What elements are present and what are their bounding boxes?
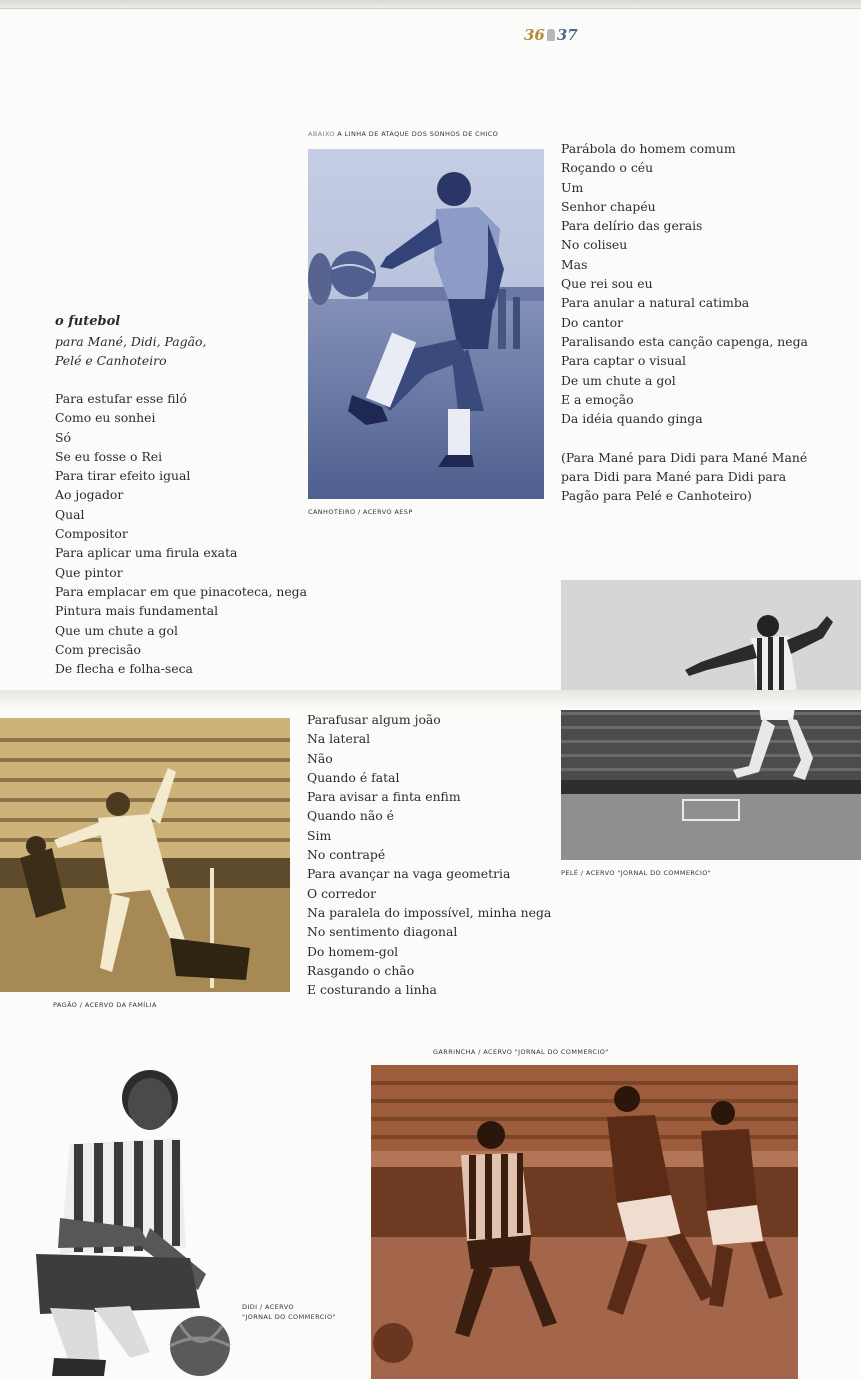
poem-line: Parafusar algum joão — [307, 712, 441, 727]
poem-line: Para aplicar uma firula exata — [55, 545, 238, 561]
poem-line: Para avançar na vaga geometria — [307, 866, 511, 882]
photo-didi — [30, 1058, 240, 1379]
poem-dedication-line-1: para Mané, Didi, Pagão, — [55, 334, 207, 349]
poem-line: Da idéia quando ginga — [561, 411, 703, 427]
poem-dedication-line-2: Pelé e Canhoteiro — [55, 353, 167, 368]
poem-line: Senhor chapéu — [561, 198, 656, 214]
poem-line: Rasgando o chão — [307, 962, 415, 978]
poem-line: O corredor — [307, 885, 376, 901]
page-fold-shadow — [0, 690, 861, 710]
photo-pagao — [0, 718, 290, 992]
page-number-right: 37 — [556, 26, 578, 44]
caption-didi — [242, 1302, 336, 1322]
poem-line: Para delírio das gerais — [561, 218, 703, 234]
poem-line: Que pintor — [55, 564, 123, 580]
photo-garrincha — [371, 1065, 798, 1379]
poem-line: Só — [55, 429, 71, 445]
poem-line: Qual — [55, 506, 85, 522]
caption-didi-line-1: DIDI / ACERVO — [242, 1303, 294, 1311]
stanza-right — [561, 139, 808, 506]
poem-line: Para emplacar em que pinacoteca, nega — [55, 583, 307, 599]
poem-line: Ao jogador — [55, 487, 124, 503]
pele-illustration — [561, 580, 861, 860]
poem-line: Compositor — [55, 526, 128, 542]
poem-line: Um — [561, 179, 584, 195]
poem-line: Paralisando esta canção capenga, nega — [561, 333, 808, 349]
caption-top-main: A LINHA DE ATAQUE DOS SONHOS DE CHICO — [337, 130, 499, 138]
poem-line: Para tirar efeito igual — [55, 468, 191, 484]
poem-line: Roçando o céu — [561, 160, 654, 176]
poem-line: No coliseu — [561, 237, 628, 253]
poem-line: De um chute a gol — [561, 372, 676, 388]
caption-canhoteiro: CANHOTEIRO / ACERVO AESP — [308, 508, 413, 516]
poem-closing-line: para Didi para Mané para Didi para — [561, 469, 787, 485]
stanza-middle — [307, 710, 551, 999]
poem-line: Sim — [307, 827, 332, 843]
poem-line: Para anular a natural catimba — [561, 295, 750, 311]
poem-closing-line: (Para Mané para Didi para Mané Mané — [561, 449, 808, 465]
poem-line: Na paralela do impossível, minha nega — [307, 904, 552, 920]
poem-line: Se eu fosse o Rei — [55, 448, 163, 464]
garrincha-illustration — [371, 1065, 798, 1379]
photo-pele — [561, 580, 861, 860]
caption-top — [308, 129, 498, 139]
caption-pele: PELÉ / ACERVO "JORNAL DO COMMERCIO" — [561, 869, 712, 877]
scanned-top-strip — [0, 0, 861, 9]
poem-line: Como eu sonhei — [55, 410, 156, 426]
poem-line: No contrapé — [307, 847, 386, 863]
poem-title: o futebol — [55, 314, 121, 329]
poem-line: Pintura mais fundamental — [55, 603, 219, 619]
exclamation-mark-icon — [547, 29, 555, 41]
poem-line: Do cantor — [561, 314, 624, 330]
poem-line: Que um chute a gol — [55, 622, 178, 638]
poem-line: De flecha e folha-seca — [55, 661, 193, 677]
poem-line: Quando é fatal — [307, 769, 400, 785]
caption-didi-line-2: "JORNAL DO COMMERCIO" — [242, 1313, 336, 1321]
caption-top-prefix: ABAIXO — [308, 130, 335, 138]
didi-illustration — [30, 1058, 240, 1379]
canhoteiro-illustration — [308, 149, 544, 499]
caption-pagao: PAGÃO / ACERVO DA FAMÍLIA — [53, 1001, 157, 1009]
poem-line: Mas — [561, 256, 588, 272]
poem-line: Que rei sou eu — [561, 276, 653, 292]
page-number-left: 36 — [524, 26, 545, 44]
photo-canhoteiro — [308, 149, 544, 499]
poem-line: No sentimento diagonal — [307, 924, 458, 940]
poem-line: Quando não é — [307, 808, 394, 824]
pagao-illustration — [0, 718, 290, 992]
page-number — [524, 26, 578, 44]
poem-line: Para captar o visual — [561, 353, 686, 369]
poem-line: Do homem-gol — [307, 943, 399, 959]
poem-line: E costurando a linha — [307, 982, 437, 998]
poem-line: Para estufar esse filó — [55, 391, 187, 406]
poem-line: Não — [307, 750, 333, 766]
poem-line: Na lateral — [307, 731, 371, 747]
caption-garrincha: GARRINCHA / ACERVO "JORNAL DO COMMERCIO" — [433, 1048, 609, 1056]
poem-line: Parábola do homem comum — [561, 141, 736, 156]
poem-line: E a emoção — [561, 391, 634, 407]
poem-line: Com precisão — [55, 641, 141, 657]
stanza-gap — [561, 428, 808, 447]
stanza-left — [55, 389, 307, 678]
poem-line: Para avisar a finta enfim — [307, 789, 461, 805]
poem-title-block — [55, 312, 206, 370]
poem-closing-line: Pagão para Pelé e Canhoteiro) — [561, 488, 752, 504]
